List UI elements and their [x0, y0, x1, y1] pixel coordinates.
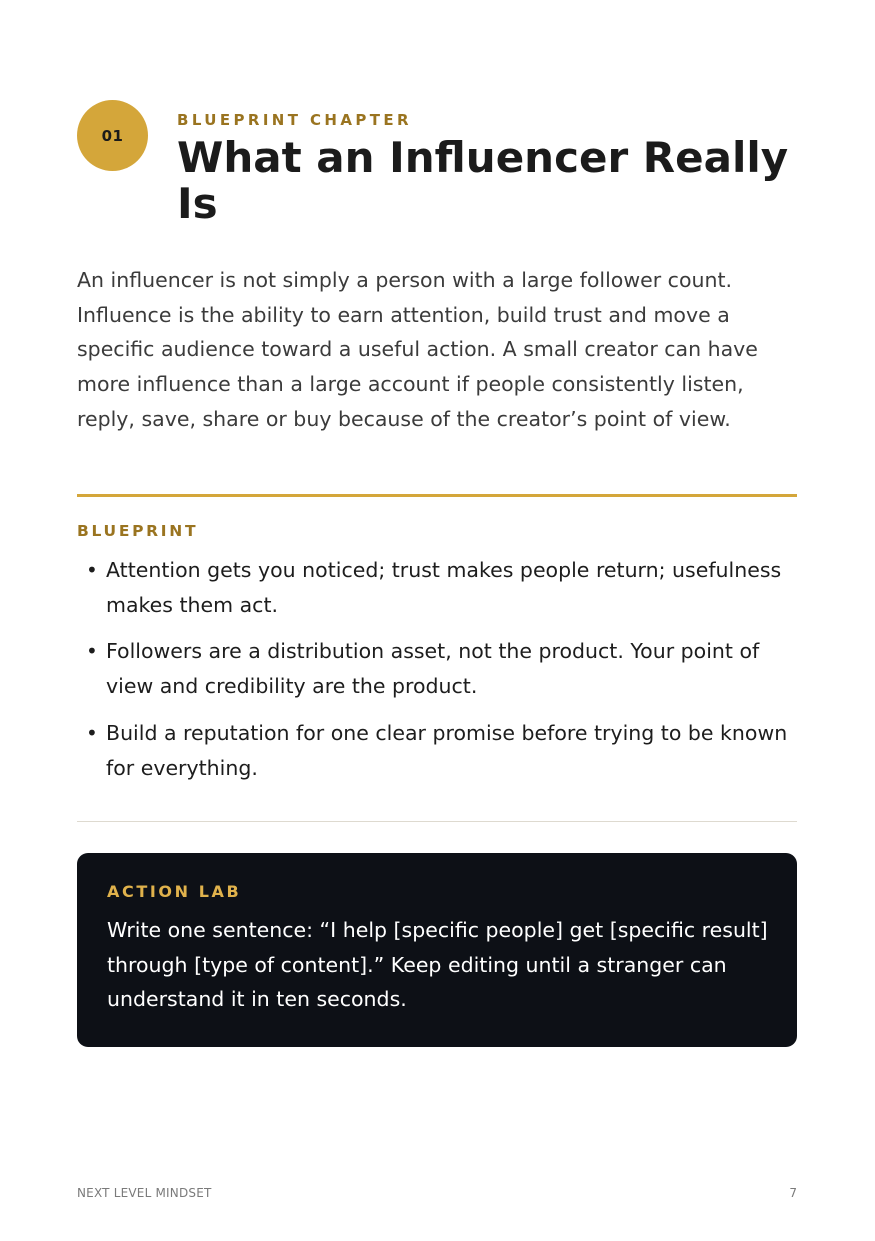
- section-divider: [77, 821, 797, 822]
- chapter-title: What an Influencer Really Is: [177, 133, 789, 228]
- list-item-text: Followers are a distribution asset, not the product. Your point of view and credibility are the product.: [106, 639, 760, 699]
- action-lab-label: ACTION LAB: [107, 882, 242, 901]
- list-item: [77, 716, 797, 785]
- blueprint-list: [77, 553, 797, 797]
- document-page: [77, 0, 797, 1241]
- blueprint-label: BLUEPRINT: [77, 522, 199, 540]
- footer-page-number: 7: [789, 1186, 797, 1200]
- intro-paragraph: An influencer is not simply a person with a large follower count. Influence is the ability to earn attention, build trust and move a specific audience toward a useful action. A small creator can have more influence than a large account if people consistently listen, reply, save, share or buy because of the creator’s point of view.: [77, 268, 758, 431]
- footer-book-title: NEXT LEVEL MINDSET: [77, 1186, 212, 1200]
- list-item-text: Build a reputation for one clear promise before trying to be known for everything.: [106, 720, 788, 780]
- list-item-text: Attention gets you noticed; trust makes people return; usefulness makes them act.: [106, 558, 782, 617]
- list-item: [77, 553, 797, 622]
- bullet-icon: •: [86, 639, 98, 664]
- action-lab-box: [77, 853, 797, 1047]
- bullet-icon: •: [86, 558, 98, 582]
- chapter-kicker: BLUEPRINT CHAPTER: [177, 111, 413, 129]
- bullet-icon: •: [86, 720, 98, 745]
- list-item: [77, 634, 797, 703]
- gold-divider: [77, 494, 797, 497]
- action-lab-text: Write one sentence: “I help [specific people] get [specific result] through [type of content].” Keep editing until a stranger can understand it in ten seconds.: [107, 918, 768, 1012]
- chapter-number-badge: 01: [77, 100, 148, 171]
